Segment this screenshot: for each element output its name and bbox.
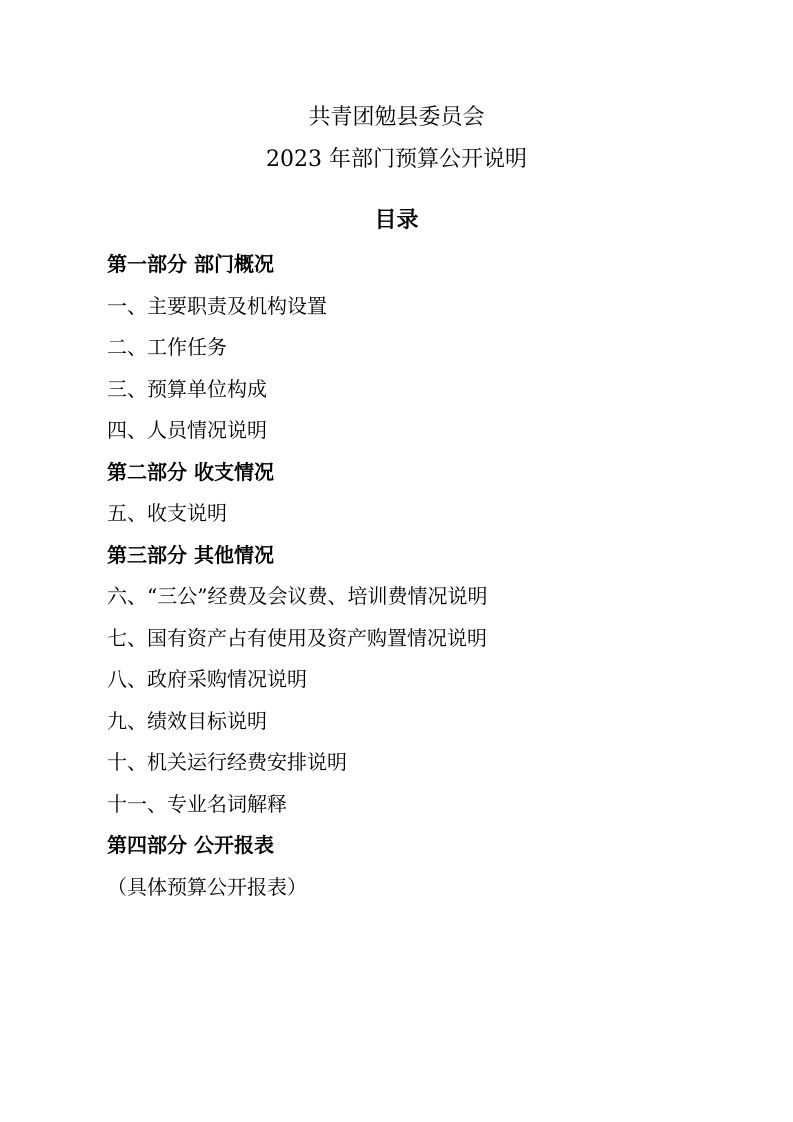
toc-section-part3: 第三部分 其他情况 (107, 542, 274, 567)
toc-section-part4: 第四部分 公开报表 (107, 833, 274, 857)
toc-note: （具体预算公开报表） (107, 874, 307, 899)
toc-item: 十、机关运行经费安排说明 (107, 750, 347, 774)
toc-item: 五、收支说明 (107, 501, 227, 525)
toc-section-part1: 第一部分 部门概况 (107, 252, 274, 276)
toc-item: 十一、专业名词解释 (107, 791, 287, 816)
toc-item: 三、预算单位构成 (107, 376, 267, 401)
table-of-contents (107, 248, 747, 912)
toc-item: 四、人员情况说明 (107, 418, 267, 442)
toc-item: 八、政府采购情况说明 (107, 667, 307, 691)
toc-heading: 目录 (374, 208, 419, 233)
toc-item: 一、主要职责及机构设置 (107, 293, 327, 318)
toc-item: 六、“三公”经费及会议费、培训费情况说明 (107, 584, 488, 608)
toc-item: 九、绩效目标说明 (107, 708, 267, 733)
toc-item: 二、工作任务 (107, 335, 227, 359)
document-subtitle: 2023 年部门预算公开说明 (266, 147, 527, 172)
toc-item: 七、国有资产占有使用及资产购置情况说明 (107, 625, 487, 650)
document-title: 共青团勉县委员会 (308, 105, 485, 130)
toc-section-part2: 第二部分 收支情况 (107, 459, 274, 484)
